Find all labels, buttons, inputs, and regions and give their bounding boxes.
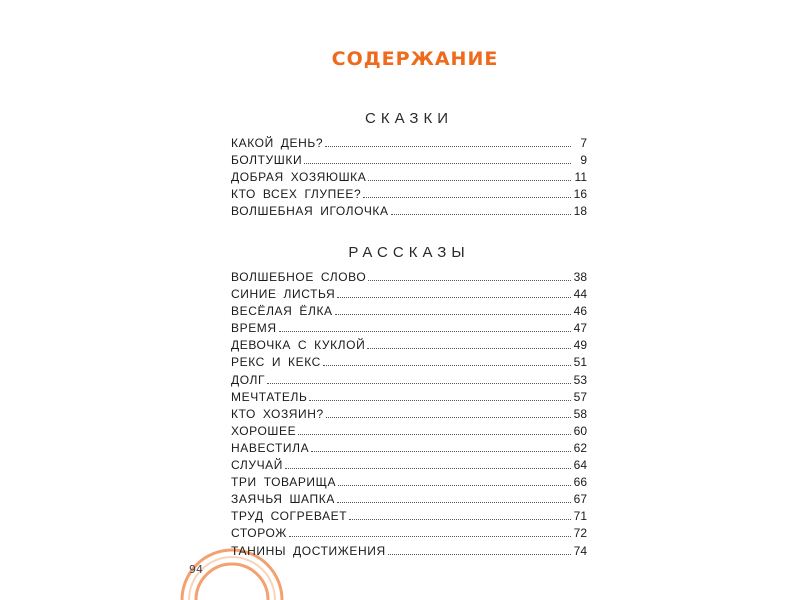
toc-entry-page: 9 [580,153,587,168]
toc-entry-page: 16 [573,187,587,202]
toc-entry-title: СТОРОЖ [231,526,287,541]
toc-entry[interactable] [231,474,587,491]
toc-leader-dots [285,458,571,469]
page-title: СОДЕРЖАНИЕ [331,48,499,70]
toc-entry-page: 53 [573,372,587,387]
toc-leader-dots [368,270,571,281]
toc-leader-dots [298,424,571,435]
toc-entry-title: СИНИЕ ЛИСТЬЯ [231,287,336,302]
arc-inner [196,564,268,600]
toc-entry-page: 72 [573,526,587,541]
section-title: СКАЗКИ [365,110,453,127]
toc-entry-title: ВЕСЁЛАЯ ЁЛКА [231,304,333,319]
toc-entry-title: ВОЛШЕБНАЯ ИГОЛОЧКА [231,204,389,219]
toc-entry[interactable] [231,508,587,525]
toc-entry-page: 66 [573,475,587,490]
toc-entry[interactable] [231,525,587,542]
toc-leader-dots [363,187,571,198]
toc-entry[interactable] [231,169,587,186]
toc-entry-page: 74 [573,543,587,558]
page-number: 94 [189,563,203,576]
toc-entry[interactable] [231,389,587,406]
toc-leader-dots [388,544,571,555]
toc-entry-page: 62 [573,440,587,455]
toc-entry-title: ТАНИНЫ ДОСТИЖЕНИЯ [231,543,386,558]
toc-entry[interactable] [231,186,587,203]
toc-entry[interactable] [231,372,587,389]
toc-entry-title: НАВЕСТИЛА [231,440,310,455]
toc-leader-dots [289,526,571,537]
toc-entry-page: 57 [573,389,587,404]
toc-leader-dots [309,390,571,401]
toc-leader-dots [368,170,571,181]
toc-leader-dots [335,304,571,315]
toc-entry-title: ТРИ ТОВАРИЩА [231,475,337,490]
toc-entry-title: БОЛТУШКИ [231,153,303,168]
toc-entry[interactable] [231,203,587,220]
toc-entry-title: ВОЛШЕБНОЕ СЛОВО [231,270,367,284]
section-stories [231,244,587,560]
toc-entry-title: КТО ХОЗЯИН? [231,406,324,421]
toc-leader-dots [391,204,571,215]
toc-leader-dots [267,373,571,384]
toc-entry[interactable] [231,354,587,371]
toc-leader-dots [325,136,571,147]
toc-entry-page: 51 [573,355,587,370]
toc-entry[interactable] [231,152,587,169]
toc-entry-page: 7 [580,136,587,150]
toc-entry[interactable] [231,303,587,320]
toc-leader-dots [338,475,571,486]
toc-entry-page: 44 [573,287,587,302]
toc-entry-page: 46 [573,304,587,319]
toc-entry-page: 18 [573,204,587,219]
toc-entry-page: 11 [574,170,587,185]
toc-entry-title: ХОРОШЕЕ [231,423,297,438]
toc-entry[interactable] [231,440,587,457]
toc-leader-dots [326,407,571,418]
toc-entry-page: 49 [573,338,587,353]
toc-entry[interactable] [231,286,587,303]
toc-entry-title: ВРЕМЯ [231,321,277,336]
toc-entry-title: СЛУЧАЙ [231,458,283,473]
toc-entry-title: МЕЧТАТЕЛЬ [231,389,308,404]
section-title: РАССКАЗЫ [348,244,470,261]
toc-leader-dots [323,355,571,366]
toc-entry[interactable] [231,543,587,560]
toc-entry[interactable] [231,457,587,474]
toc-entry[interactable] [231,135,587,152]
section-fairy-tales [231,110,587,220]
toc-leader-dots [311,441,571,452]
toc-leader-dots [304,153,571,164]
toc-list [231,269,587,560]
toc-entry[interactable] [231,269,587,286]
toc-entry[interactable] [231,406,587,423]
toc-entry[interactable] [231,491,587,508]
toc-leader-dots [367,338,571,349]
toc-entry-title: ТРУД СОГРЕВАЕТ [231,509,348,524]
toc-leader-dots [279,321,571,332]
toc-entry-page: 38 [573,270,587,284]
toc-entry-page: 67 [573,492,587,507]
toc-entry-page: 71 [573,509,587,524]
toc-entry[interactable] [231,423,587,440]
toc-leader-dots [337,287,571,298]
toc-entry-page: 58 [573,406,587,421]
toc-entry-title: КАКОЙ ДЕНЬ? [231,136,324,150]
toc-entry-page: 60 [573,423,587,438]
toc-entry-title: КТО ВСЕХ ГЛУПЕЕ? [231,187,362,202]
toc-entry-title: РЕКС И КЕКС [231,355,321,370]
toc-entry-title: ДЕВОЧКА С КУКЛОЙ [231,338,366,353]
toc-entry[interactable] [231,337,587,354]
toc-leader-dots [337,492,571,503]
toc-list [231,135,587,220]
toc-entry-title: ДОЛГ [231,372,266,387]
toc-entry-title: ДОБРАЯ ХОЗЯЮШКА [231,170,367,185]
toc-entry[interactable] [231,320,587,337]
toc-leader-dots [349,509,571,520]
toc-entry-title: ЗАЯЧЬЯ ШАПКА [231,492,335,507]
toc-entry-page: 47 [573,321,587,336]
toc-entry-page: 64 [573,458,587,473]
